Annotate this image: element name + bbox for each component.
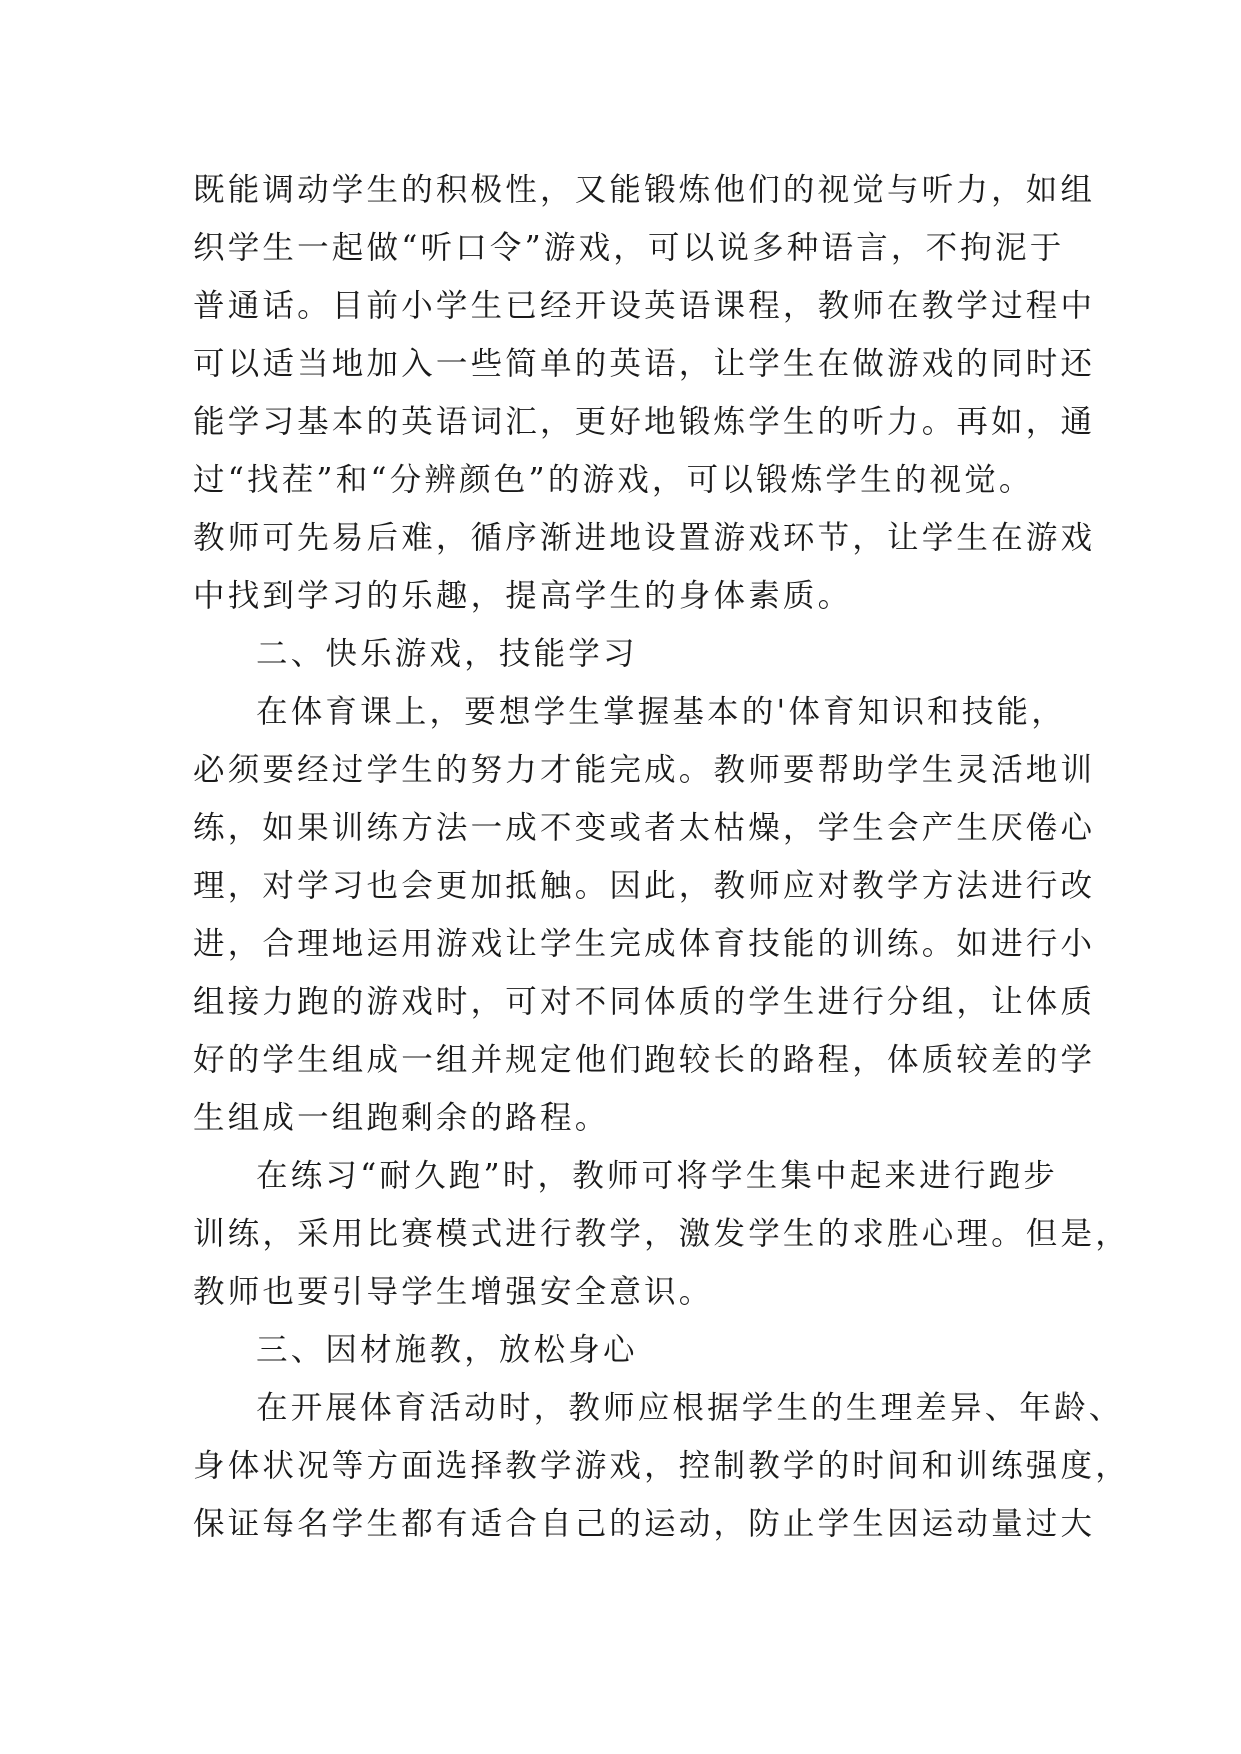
text-line: 必须要经过学生的努力才能完成。教师要帮助学生灵活地训 — [193, 752, 1096, 788]
text-line: 练，如果训练方法一成不变或者太枯燥，学生会产生厌倦心 — [193, 810, 1096, 846]
text-line: 在体育课上，要想学生掌握基本的'体育知识和技能， — [256, 694, 1066, 730]
text-line: 在练习“耐久跑”时，教师可将学生集中起来进行跑步 — [256, 1158, 1059, 1194]
text-line: 教师可先易后难，循序渐进地设置游戏环节，让学生在游戏 — [193, 520, 1096, 556]
text-line: 在开展体育活动时，教师应根据学生的生理差异、年龄、 — [256, 1390, 1124, 1426]
text-line: 教师也要引导学生增强安全意识。 — [193, 1274, 714, 1310]
text-line: 进，合理地运用游戏让学生完成体育技能的训练。如进行小 — [193, 926, 1096, 962]
text-line: 好的学生组成一组并规定他们跑较长的路程，体质较差的学 — [193, 1042, 1096, 1078]
text-line: 生组成一组跑剩余的路程。 — [193, 1100, 610, 1136]
text-line: 保证每名学生都有适合自己的运动，防止学生因运动量过大 — [193, 1506, 1096, 1542]
text-line: 既能调动学生的积极性，又能锻炼他们的视觉与听力，如组 — [193, 172, 1096, 208]
text-line: 织学生一起做“听口令”游戏，可以说多种语言，不拘泥于 — [193, 230, 1065, 266]
section-heading: 三、因材施教，放松身心 — [256, 1332, 638, 1368]
text-line: 普通话。目前小学生已经开设英语课程，教师在教学过程中 — [193, 288, 1096, 324]
text-line: 过“找茬”和“分辨颜色”的游戏，可以锻炼学生的视觉。 — [193, 462, 1034, 498]
text-line: 组接力跑的游戏时，可对不同体质的学生进行分组，让体质 — [193, 984, 1096, 1020]
text-line: 身体状况等方面选择教学游戏，控制教学的时间和训练强度， — [193, 1448, 1130, 1484]
section-heading: 二、快乐游戏，技能学习 — [256, 636, 638, 672]
text-line: 中找到学习的乐趣，提高学生的身体素质。 — [193, 578, 853, 614]
text-line: 理，对学习也会更加抵触。因此，教师应对教学方法进行改 — [193, 868, 1096, 904]
text-line: 能学习基本的英语词汇，更好地锻炼学生的听力。再如，通 — [193, 404, 1096, 440]
text-line: 训练，采用比赛模式进行教学，激发学生的求胜心理。但是， — [193, 1216, 1130, 1252]
text-line: 可以适当地加入一些简单的英语，让学生在做游戏的同时还 — [193, 346, 1096, 382]
